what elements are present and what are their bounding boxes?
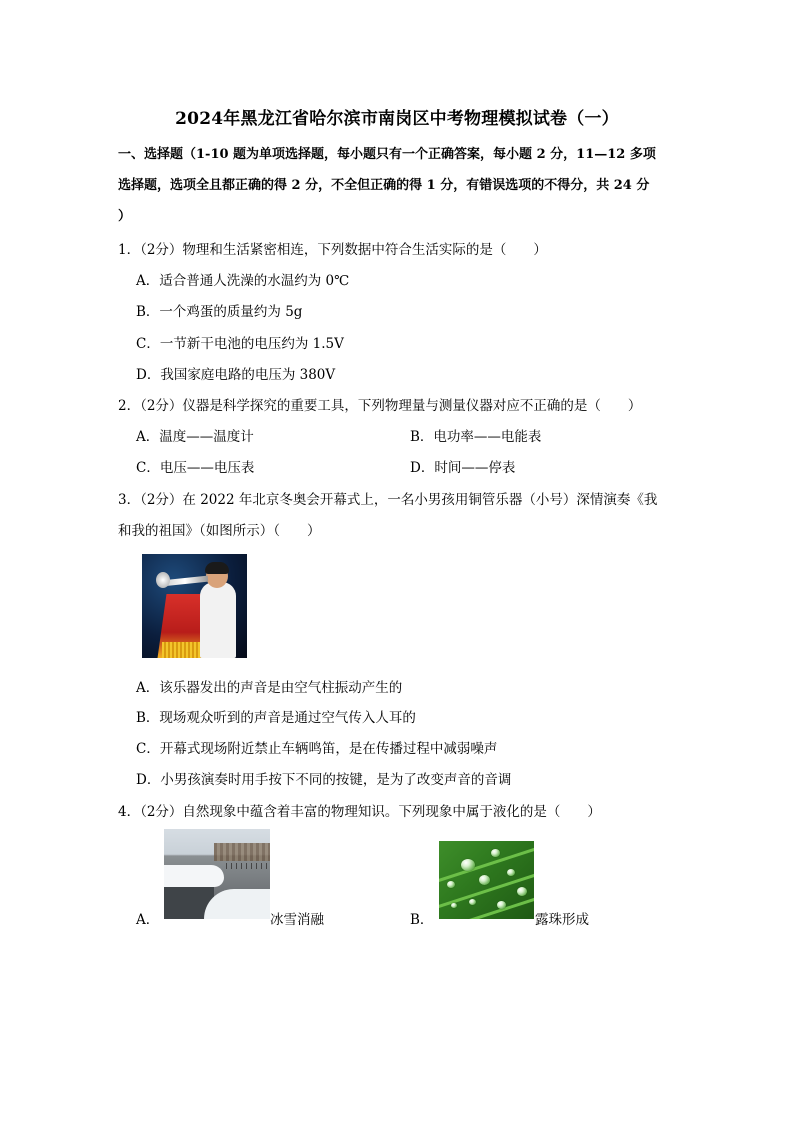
question-2-option-a: A．温度——温度计 (136, 429, 254, 445)
section-heading-line-1: 一、选择题（1-10 题为单项选择题，每小题只有一个正确答案，每小题 2 分，11—12 多项 (118, 147, 656, 162)
melting-snow-photo (164, 829, 270, 919)
question-2-option-b: B．电功率——电能表 (410, 429, 542, 445)
question-4-stem: 4．（2分）自然现象中蕴含着丰富的物理知识。下列现象中属于液化的是（ ） (118, 804, 601, 820)
question-3-option-a: A．该乐器发出的声音是由空气柱振动产生的 (136, 680, 403, 696)
question-1-stem: 1．（2分）物理和生活紧密相连，下列数据中符合生活实际的是（ ） (118, 242, 547, 258)
question-1-option-c: C．一节新干电池的电压约为 1.5V (136, 336, 344, 352)
question-1-option-b: B．一个鸡蛋的质量约为 5g (136, 304, 303, 320)
question-2-option-c: C．电压——电压表 (136, 460, 255, 476)
question-3-stem-line-2: 和我的祖国》（如图所示）（ ） (118, 523, 321, 539)
question-1-option-a: A．适合普通人洗澡的水温约为 0℃ (136, 273, 350, 289)
question-4-option-b-caption: 露珠形成 (535, 912, 589, 928)
question-1-option-d: D．我国家庭电路的电压为 380V (136, 367, 336, 383)
question-4-option-a-letter: A． (136, 912, 160, 928)
trumpet-boy-photo (142, 554, 247, 658)
dew-drops-photo (439, 841, 534, 919)
section-heading-line-3: ） (118, 209, 132, 224)
question-3-option-d: D．小男孩演奏时用手按下不同的按键，是为了改变声音的音调 (136, 772, 512, 788)
question-2-option-d: D．时间——停表 (410, 460, 516, 476)
exam-title: 2024年黑龙江省哈尔滨市南岗区中考物理模拟试卷（一） (175, 109, 619, 129)
question-4-option-b-letter: B． (410, 912, 434, 928)
question-3-stem-line-1: 3．（2分）在 2022 年北京冬奥会开幕式上，一名小男孩用铜管乐器（小号）深情演奏《我 (118, 492, 658, 508)
section-heading-line-2: 选择题，选项全且都正确的得 2 分，不全但正确的得 1 分，有错误选项的不得分，共 24 分 (118, 178, 650, 193)
question-2-stem: 2．（2分）仪器是科学探究的重要工具，下列物理量与测量仪器对应不正确的是（ ） (118, 398, 642, 414)
question-4-option-a-caption: 冰雪消融 (270, 912, 324, 928)
question-3-option-b: B．现场观众听到的声音是通过空气传入人耳的 (136, 710, 416, 726)
question-3-option-c: C．开幕式现场附近禁止车辆鸣笛，是在传播过程中减弱噪声 (136, 741, 498, 757)
